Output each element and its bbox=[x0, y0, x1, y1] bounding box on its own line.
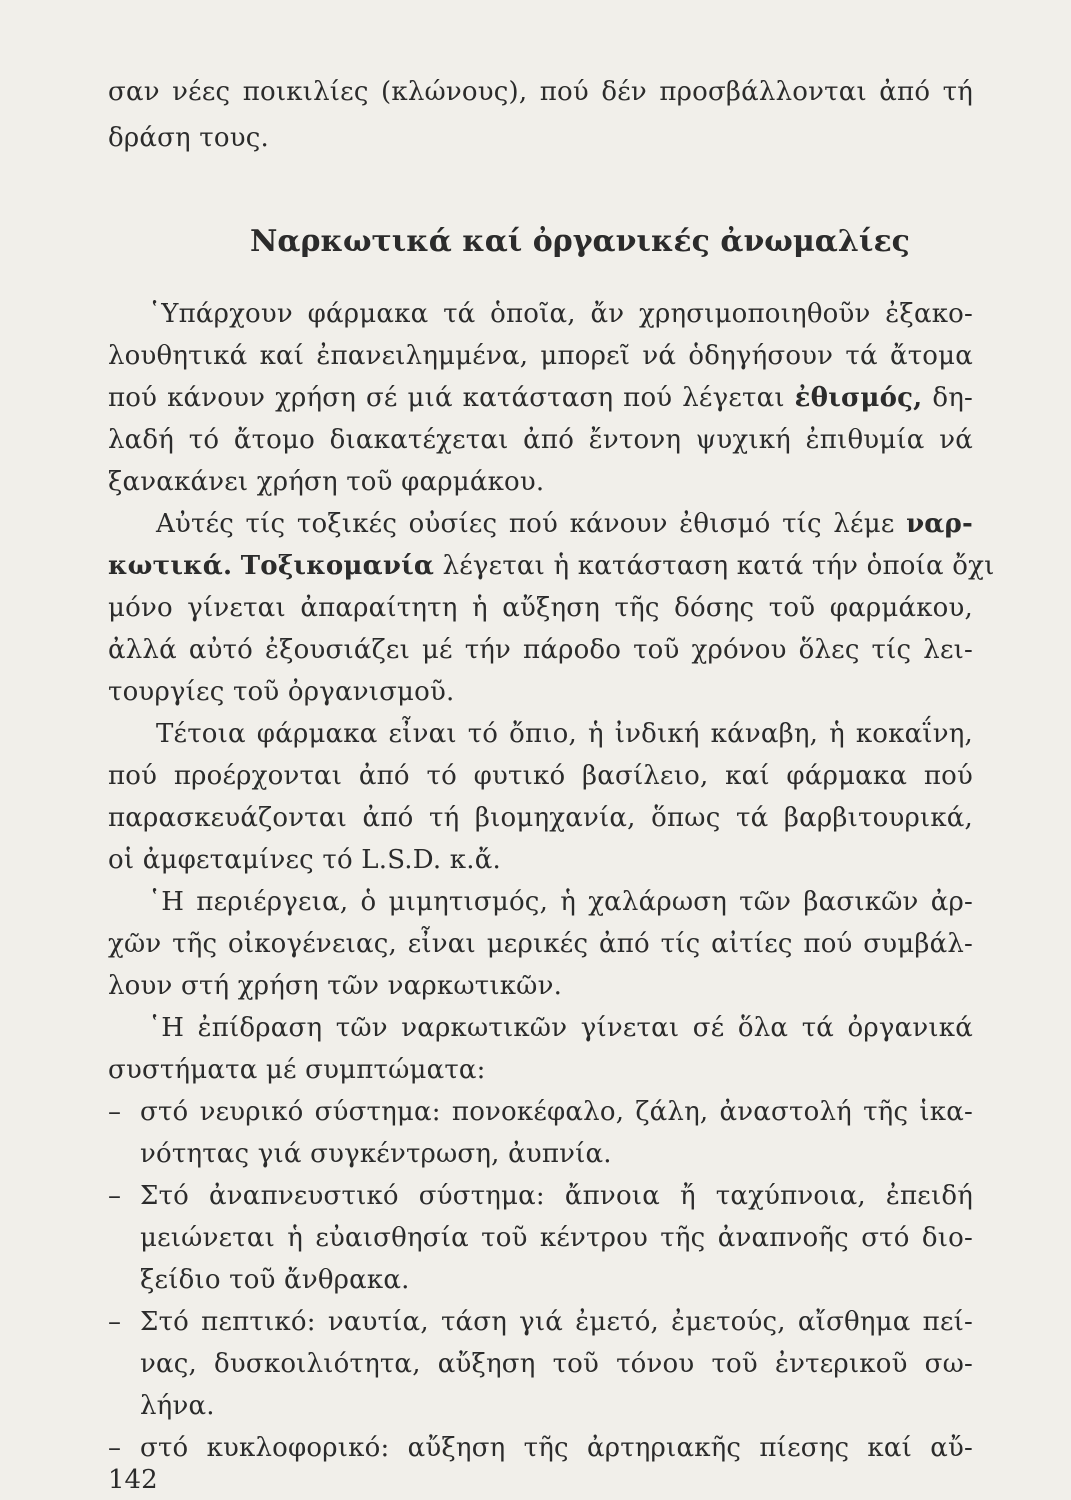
list-item-line: νότητας γιά συγκέντρωση, ἀυπνία. bbox=[140, 1139, 612, 1169]
list-item-line: νας, δυσκοιλιότητα, αὔξηση τοῦ τόνου τοῦ ἐντερικοῦ σω- bbox=[140, 1349, 973, 1379]
text-line: κωτικά. Τοξικομανία λέγεται ἡ κατάσταση κατά τήν ὁποία ὄχι bbox=[108, 551, 995, 581]
text-line: λουθητικά καί ἐπανειλημμένα, μπορεῖ νά ὁδηγήσουν τά ἄτομα bbox=[108, 341, 973, 371]
text-line: ἀλλά αὐτό ἐξουσιάζει μέ τήν πάροδο τοῦ χρόνου ὅλες τίς λει- bbox=[108, 635, 973, 665]
list-item-line: στό νευρικό σύστημα: πονοκέφαλο, ζάλη, ἀναστολή τῆς ἱκα- bbox=[140, 1097, 973, 1127]
list-item-line: Στό πεπτικό: ναυτία, τάση γιά ἐμετό, ἐμετούς, αἴσθημα πεί- bbox=[140, 1307, 973, 1337]
list-dash: – bbox=[108, 1307, 121, 1337]
text-line: χῶν τῆς οἰκογένειας, εἶναι μερικές ἀπό τίς αἰτίες πού συμβάλ- bbox=[108, 929, 973, 959]
text-line: ῾Η περιέργεια, ὁ μιμητισμός, ἡ χαλάρωση τῶν βασικῶν ἀρ- bbox=[148, 887, 973, 917]
text-line: ῾Υπάρχουν φάρμακα τά ὁποῖα, ἄν χρησιμοποιηθοῦν ἐξακο- bbox=[148, 299, 973, 329]
bold-term: ναρ- bbox=[906, 509, 973, 539]
text-line: ξανακάνει χρήση τοῦ φαρμάκου. bbox=[108, 467, 545, 497]
text-line: ῾Η ἐπίδραση τῶν ναρκωτικῶν γίνεται σέ ὅλα τά ὀργανικά bbox=[148, 1013, 973, 1043]
list-item-line: μειώνεται ἡ εὐαισθησία τοῦ κέντρου τῆς ἀναπνοῆς στό διο- bbox=[140, 1223, 973, 1253]
text-line: πού προέρχονται ἀπό τό φυτικό βασίλειο, καί φάρμακα πού bbox=[108, 761, 973, 791]
text-line: λουν στή χρήση τῶν ναρκωτικῶν. bbox=[108, 971, 563, 1001]
text-line: δράση τους. bbox=[108, 123, 269, 153]
section-heading: Ναρκωτικά καί ὀργανικές ἀνωμαλίες bbox=[250, 224, 910, 259]
text-line: οἱ ἀμφεταμίνες τό L.S.D. κ.ἄ. bbox=[108, 845, 501, 875]
text-line: παρασκευάζονται ἀπό τή βιομηχανία, ὅπως τά βαρβιτουρικά, bbox=[108, 803, 973, 833]
text-line: σαν νέες ποικιλίες (κλώνους), πού δέν προσβάλλονται ἀπό τή bbox=[108, 77, 973, 107]
list-item-line: ξείδιο τοῦ ἄνθρακα. bbox=[140, 1265, 410, 1295]
text-line: μόνο γίνεται ἀπαραίτητη ἡ αὔξηση τῆς δόσης τοῦ φαρμάκου, bbox=[108, 593, 973, 623]
list-item-line: στό κυκλοφορικό: αὔξηση τῆς ἀρτηριακῆς πίεσης καί αὔ- bbox=[140, 1433, 973, 1463]
list-item-line: Στό ἀναπνευστικό σύστημα: ἄπνοια ἤ ταχύπνοια, ἐπειδή bbox=[140, 1181, 973, 1211]
list-item-line: λήνα. bbox=[140, 1391, 215, 1421]
list-dash: – bbox=[108, 1097, 121, 1127]
bold-term: ἐθισμός, bbox=[794, 383, 923, 413]
text-line: τουργίες τοῦ ὀργανισμοῦ. bbox=[108, 677, 455, 707]
text-line: πού κάνουν χρήση σέ μιά κατάσταση πού λέγεται ἐθισμός, δη- bbox=[108, 383, 973, 413]
list-dash: – bbox=[108, 1433, 121, 1463]
bold-term: κωτικά. bbox=[108, 551, 233, 581]
text-line: Αὐτές τίς τοξικές οὐσίες πού κάνουν ἐθισμό τίς λέμε ναρ- bbox=[156, 509, 973, 539]
page-number: 142 bbox=[108, 1465, 158, 1495]
list-dash: – bbox=[108, 1181, 121, 1211]
text-line: Τέτοια φάρμακα εἶναι τό ὄπιο, ἡ ἰνδική κάναβη, ἡ κοκαΐνη, bbox=[156, 719, 973, 749]
text-line: λαδή τό ἄτομο διακατέχεται ἀπό ἔντονη ψυχική ἐπιθυμία νά bbox=[108, 425, 973, 455]
bold-term: Τοξικομανία bbox=[240, 551, 435, 581]
text-line: συστήματα μέ συμπτώματα: bbox=[108, 1055, 486, 1085]
